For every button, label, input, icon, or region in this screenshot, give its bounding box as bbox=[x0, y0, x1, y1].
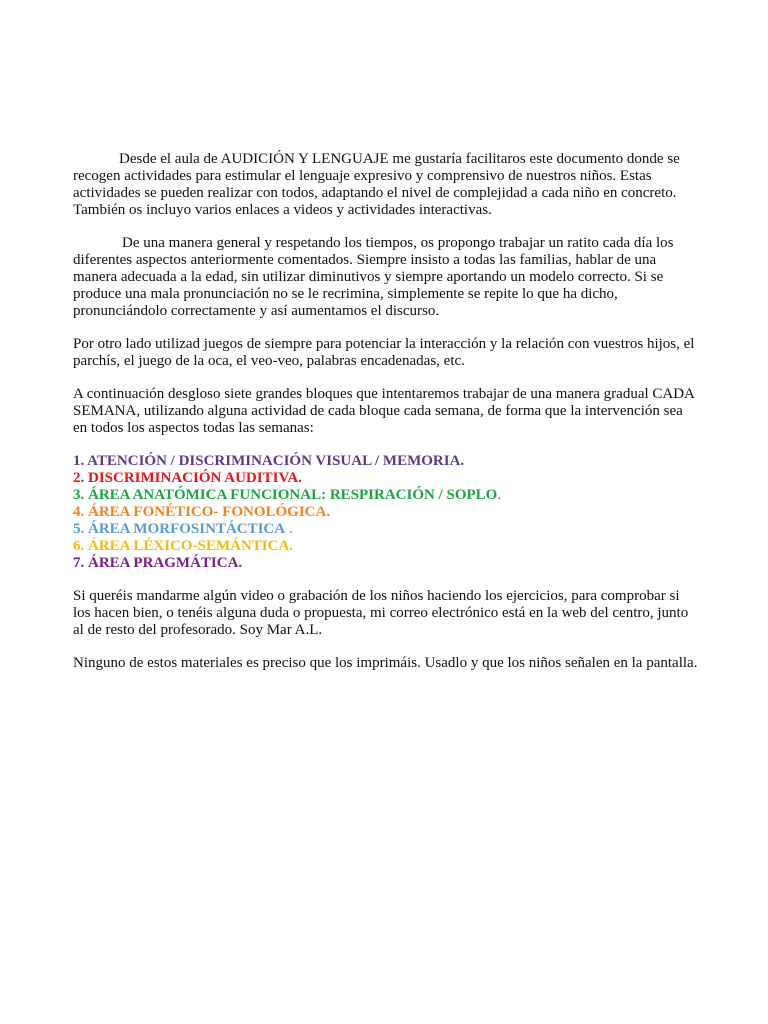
block-item-7 bbox=[73, 555, 698, 572]
blocks-list bbox=[73, 453, 698, 572]
block-item-suffix: . bbox=[285, 521, 293, 537]
block-item-2 bbox=[73, 470, 698, 487]
block-item-6 bbox=[73, 538, 698, 555]
block-item-suffix: . bbox=[497, 487, 502, 503]
block-item-text: 4. ÁREA FONÉTICO- FONOLÓGICA. bbox=[73, 504, 331, 520]
block-item-text: 7. ÁREA PRAGMÁTICA. bbox=[73, 555, 243, 571]
block-item-text: 1. ATENCIÓN / DISCRIMINACIÓN VISUAL / MEMORIA. bbox=[73, 453, 465, 469]
block-item-3 bbox=[73, 487, 698, 504]
block-item-text: 6. ÁREA LÉXICO-SEMÁNTICA. bbox=[73, 538, 294, 554]
block-item-text: 3. ÁREA ANATÓMICA FUNCIONAL: RESPIRACIÓN / SOPLO bbox=[73, 487, 498, 503]
block-item-4 bbox=[73, 504, 698, 521]
block-item-1 bbox=[73, 453, 698, 470]
block-item-text: 2. DISCRIMINACIÓN AUDITIVA. bbox=[73, 470, 302, 486]
general-approach-paragraph: De una manera general y respetando los tiempos, os propongo trabajar un ratito cada día los diferentes aspectos anteriormente comentados. Siempre insisto a todas las familias, hablar de una manera adecuada a la edad, sin utilizar diminutivos y siempre aportando un modelo correcto. Si se produce una mala pronunciación no se le recrimina, simplemente se repite lo que ha dicho, pronunciándolo correctamente y así aumentamos el discurso. bbox=[73, 235, 674, 319]
block-item-5 bbox=[73, 521, 698, 538]
contact-paragraph: Si queréis mandarme algún video o grabación de los niños haciendo los ejercicios, para comprobar si los hacen bien, o tenéis alguna duda o propuesta, mi correo electrónico está en la web del centro, junto al de resto del profesorado. Soy Mar A.L. bbox=[73, 588, 689, 638]
blocks-intro-paragraph: A continuación desgloso siete grandes bloques que intentaremos trabajar de una manera gradual CADA SEMANA, utilizando alguna actividad de cada bloque cada semana, de forma que la intervención sea en todos los aspectos todas las semanas: bbox=[73, 386, 695, 436]
intro-paragraph: Desde el aula de AUDICIÓN Y LENGUAJE me gustaría facilitaros este documento donde se recogen actividades para estimular el lenguaje expresivo y comprensivo de nuestros niños. Estas actividades se pueden realizar con todos, adaptando el nivel de complejidad a cada niño en concreto. También os incluyo varios enlaces a videos y actividades interactivas. bbox=[73, 151, 680, 218]
printing-note-paragraph: Ninguno de estos materiales es preciso que los imprimáis. Usadlo y que los niños señalen en la pantalla. bbox=[73, 655, 698, 671]
games-paragraph: Por otro lado utilizad juegos de siempre para potenciar la interacción y la relación con vuestros hijos, el parchís, el juego de la oca, el veo-veo, palabras encadenadas, etc. bbox=[73, 336, 695, 369]
block-item-text: 5. ÁREA MORFOSINTÁCTICA bbox=[73, 521, 286, 537]
document-page bbox=[73, 151, 698, 688]
